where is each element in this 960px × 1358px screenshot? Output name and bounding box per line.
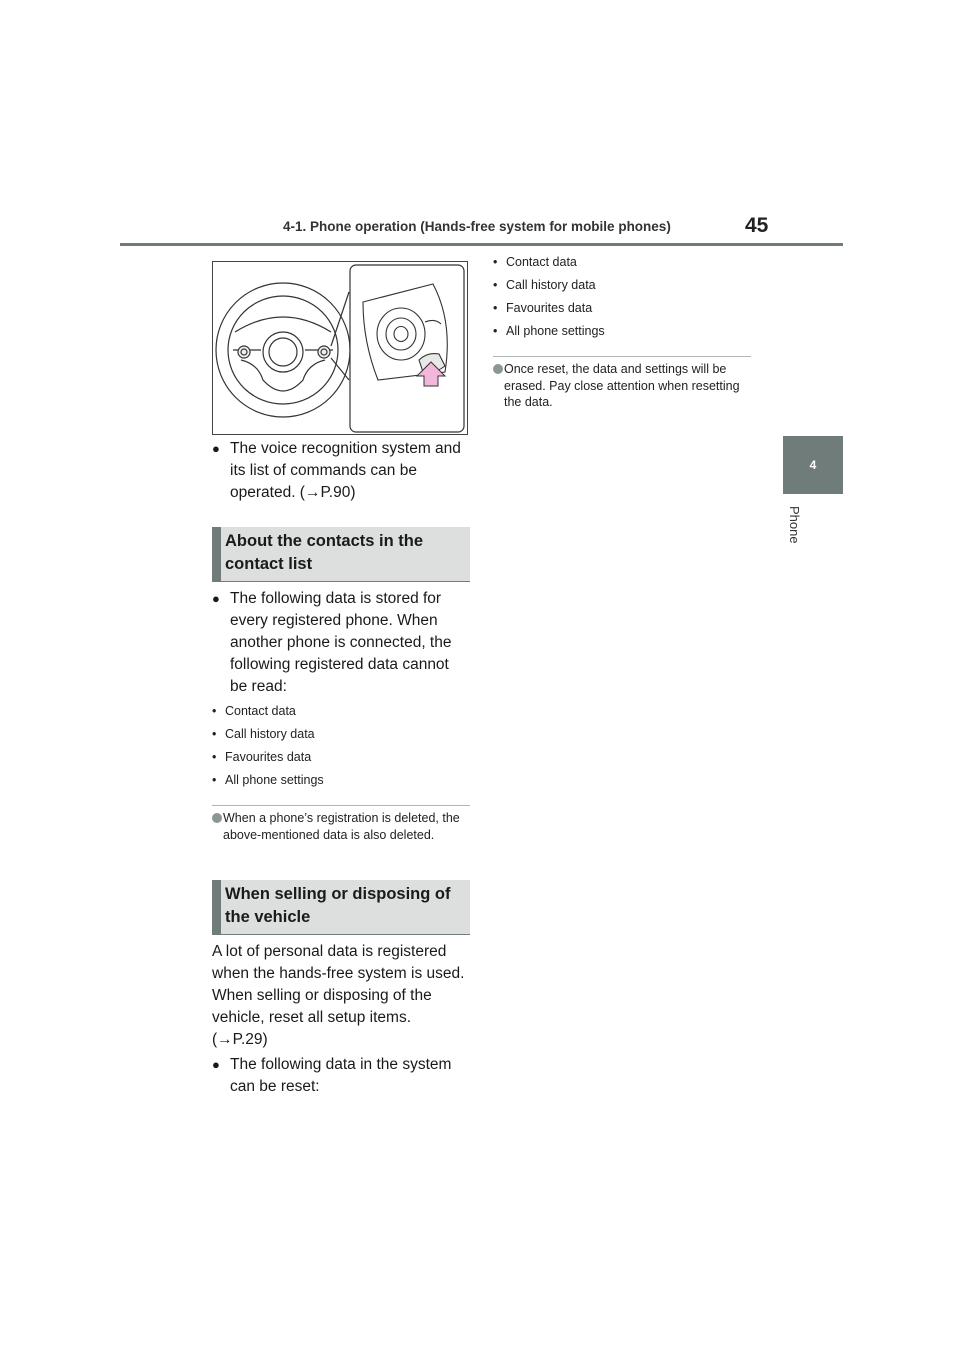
stored-data-list: [212, 704, 470, 796]
note-rule: [493, 356, 751, 357]
filled-circle-bullet-icon: ●: [212, 1057, 220, 1072]
chapter-tab-label-text: Phone: [787, 506, 802, 544]
filled-circle-bullet-icon: ●: [212, 591, 220, 606]
filled-circle-bullet-icon: ●: [212, 441, 220, 456]
list-item: • All phone settings: [493, 324, 605, 338]
stored-data-bullet: ● The following data is stored for every registered phone. When another phone is connected, the following registered data cannot be read:: [212, 590, 452, 695]
reset-data-list: [493, 255, 751, 347]
list-item: • Contact data: [212, 704, 296, 718]
steering-wheel-figure: [212, 261, 468, 435]
list-item: • Call history data: [493, 278, 596, 292]
steering-wheel-icon: [213, 262, 467, 434]
note-rule: [212, 805, 470, 806]
voice-recognition-bullet: ● The voice recognition system and its list of commands can be operated. (→P.90): [212, 440, 461, 501]
chapter-tab: [783, 436, 843, 494]
note-reset-erased: Once reset, the data and settings will be erased. Pay close attention when resetting the data.: [493, 361, 751, 411]
note-registration-deleted: When a phone’s registration is deleted, the above-mentioned data is also deleted.: [212, 810, 470, 843]
selling-paragraph: A lot of personal data is registered when the hands-free system is used. When selling or disposing of the vehicle, reset all setup items. (→P.29): [212, 943, 465, 1048]
list-item: • Favourites data: [493, 301, 593, 315]
section-heading-rule: [212, 934, 470, 935]
list-item: • Call history data: [212, 727, 315, 741]
page-header-title: 4-1. Phone operation (Hands-free system for mobile phones): [283, 219, 671, 234]
grey-circle-note-icon: [212, 813, 222, 823]
section-heading-selling: When selling or disposing of the vehicle: [212, 880, 470, 935]
chapter-tab-number: 4: [809, 458, 817, 472]
grey-circle-note-icon: [493, 364, 503, 374]
section-heading-rule: [212, 581, 470, 582]
list-item: • Favourites data: [212, 750, 312, 764]
list-item: • Contact data: [493, 255, 577, 269]
chapter-tab-label: [776, 506, 816, 550]
header-rule: [120, 243, 843, 246]
section-heading-contacts: About the contacts in the contact list: [212, 527, 470, 582]
list-item: • All phone settings: [212, 773, 324, 787]
reset-data-bullet: ● The following data in the system can be reset:: [212, 1056, 452, 1095]
page-number: 45: [745, 214, 769, 237]
